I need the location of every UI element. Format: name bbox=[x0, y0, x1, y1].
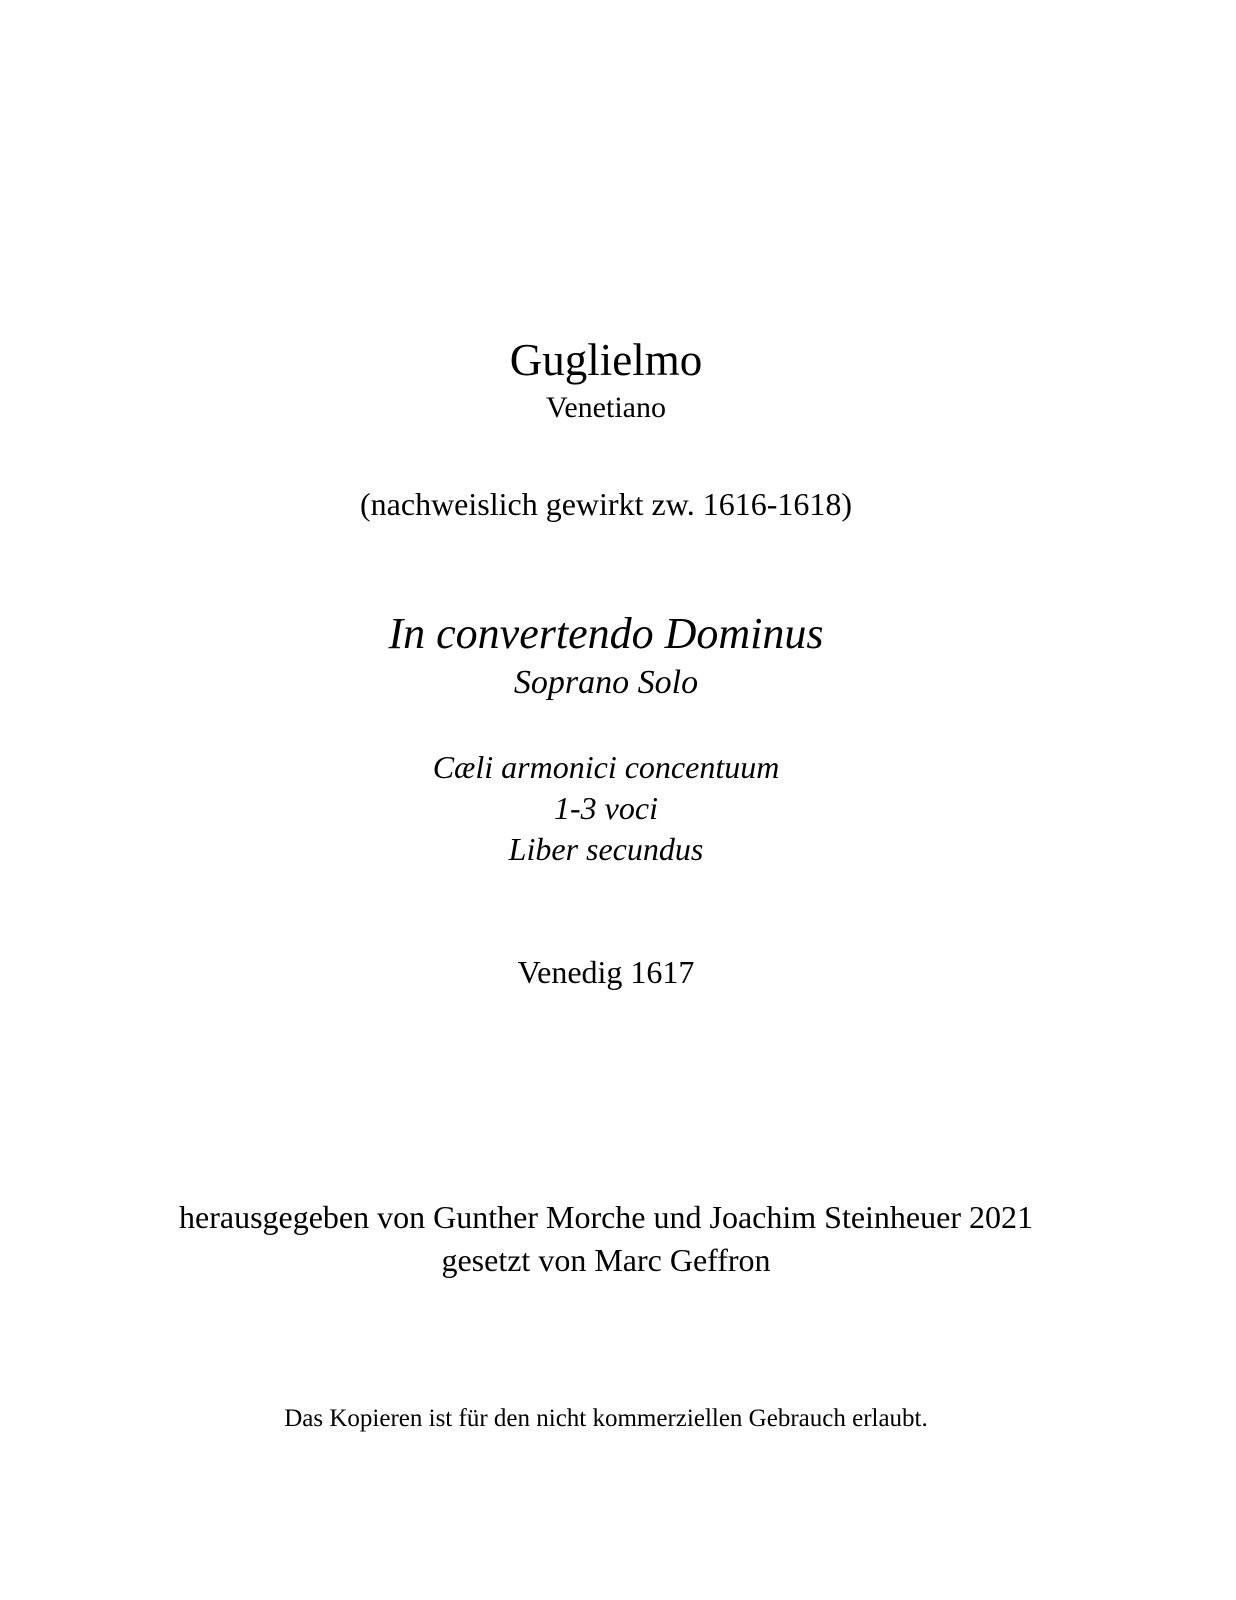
publication-place-year: Venedig 1617 bbox=[517, 954, 695, 990]
copyright-notice: Das Kopieren ist für den nicht kommerziellen Gebrauch erlaubt. bbox=[284, 1405, 928, 1432]
composer-origin: Venetiano bbox=[546, 391, 666, 424]
composer-name: Guglielmo bbox=[509, 335, 703, 385]
editors-credit: herausgegeben von Gunther Morche und Joachim Steinheuer 2021 bbox=[179, 1199, 1033, 1235]
collection-title: Cæli armonici concentuum bbox=[432, 749, 780, 785]
work-title: In convertendo Dominus bbox=[388, 609, 824, 658]
collection-voices: 1-3 voci bbox=[554, 790, 658, 826]
collection-book: Liber secundus bbox=[508, 831, 704, 867]
work-voicing: Soprano Solo bbox=[513, 664, 699, 701]
typesetter-credit: gesetzt von Marc Geffron bbox=[441, 1242, 771, 1278]
composer-dates: (nachweislich gewirkt zw. 1616-1618) bbox=[360, 486, 852, 522]
